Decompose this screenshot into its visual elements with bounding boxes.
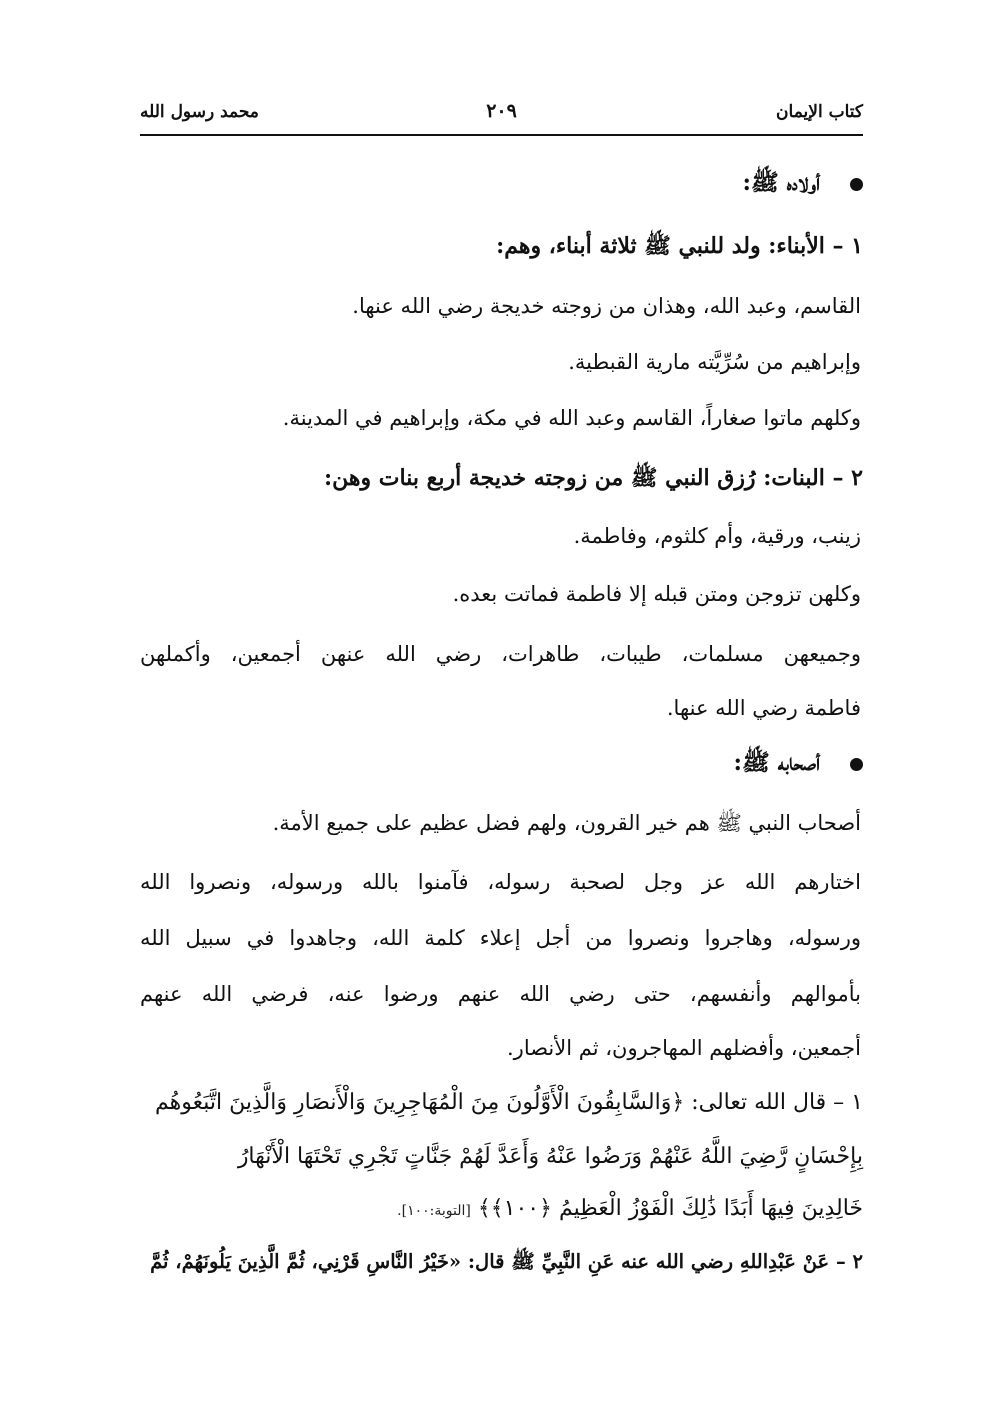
children-heading-text: أولاده ﷺ:: [742, 169, 820, 196]
daughters-heading: ٢ – البنات: رُزق النبي ﷺ من زوجته خديجة أربع بنات وهن:: [324, 465, 863, 491]
sons-line-2: وإبراهيم من سُرِّيَّته مارية القبطية.: [568, 350, 861, 374]
verse-reference: [التوبة:١٠٠].: [397, 1203, 471, 1219]
companions-para-line-d: أجمعين، وأفضلهم المهاجرون، ثم الأنصار.: [507, 1036, 861, 1060]
page-number: ٢٠٩: [486, 100, 517, 122]
verse-text: خَالِدِينَ فِيهَا أَبَدًا ذَٰلِكَ الْفَوْزُ الْعَظِيمُ ﴿١٠٠﴾﴾: [477, 1196, 863, 1221]
companions-para-line-a: اختارهم الله عز وجل لصحبة رسوله، فآمنوا بالله ورسوله، ونصروا الله: [140, 870, 861, 894]
book-title: كتاب الإيمان: [776, 102, 863, 122]
header-rule: [140, 134, 863, 136]
running-header: [140, 100, 863, 136]
hadith-line-1: ٢ – عَنْ عَبْدِاللهِ رضي الله عنه عَنِ النَّبِيِّ ﷺ قال: «خَيْرُ النَّاسِ قَرْنِي، ثُمَّ الَّذِينَ يَلُونَهُمْ، ثُمَّ: [150, 1250, 863, 1273]
sons-line-3: وكلهم ماتوا صغاراً، القاسم وعبد الله في مكة، وإبراهيم في المدينة.: [282, 406, 861, 430]
daughters-line-1: زينب، ورقية، وأم كلثوم، وفاطمة.: [573, 524, 861, 548]
chapter-title: محمد رسول الله: [140, 102, 259, 122]
companions-line-1: أصحاب النبي ﷺ هم خير القرون، ولهم فضل عظيم على جميع الأمة.: [272, 811, 861, 835]
daughters-line-3a: وجميعهن مسلمات، طيبات، طاهرات، رضي الله عنهن أجمعين، وأكملهن: [140, 642, 861, 666]
daughters-line-3b: فاطمة رضي الله عنها.: [666, 696, 861, 720]
companions-heading: [140, 748, 863, 782]
companions-heading-text: أصحابه ﷺ:: [733, 749, 820, 776]
sons-heading: ١ – الأبناء: ولد للنبي ﷺ ثلاثة أبناء، وهم:: [496, 233, 863, 259]
verse-line-2: بِإِحْسَانٍ رَّضِيَ اللَّهُ عَنْهُمْ وَرَضُوا عَنْهُ وَأَعَدَّ لَهُمْ جَنَّاتٍ تَجْرِي تَحْتَهَا الْأَنْهَارُ: [237, 1144, 863, 1169]
companions-para-line-b: ورسوله، وهاجروا ونصروا من أجل إعلاء كلمة الله، وجاهدوا في سبيل الله: [140, 926, 861, 950]
bullet-icon: [850, 178, 863, 191]
daughters-line-2: وكلهن تزوجن ومتن قبله إلا فاطمة فماتت بعده.: [452, 582, 861, 606]
companions-para-line-c: بأموالهم وأنفسهم، حتى رضي الله عنهم ورضوا عنه، فرضي الله عنهم: [140, 982, 861, 1006]
verse-line-3: [140, 1196, 863, 1221]
bullet-icon: [850, 758, 863, 771]
verse-line-1: ١ – قال الله تعالى: ﴿وَالسَّابِقُونَ الْأَوَّلُونَ مِنَ الْمُهَاجِرِينَ وَالْأَنصَارِ وَالَّذِينَ اتَّبَعُوهُم: [155, 1090, 863, 1115]
children-heading: [140, 168, 863, 202]
sons-line-1: القاسم، وعبد الله، وهذان من زوجته خديجة رضي الله عنها.: [352, 294, 861, 318]
